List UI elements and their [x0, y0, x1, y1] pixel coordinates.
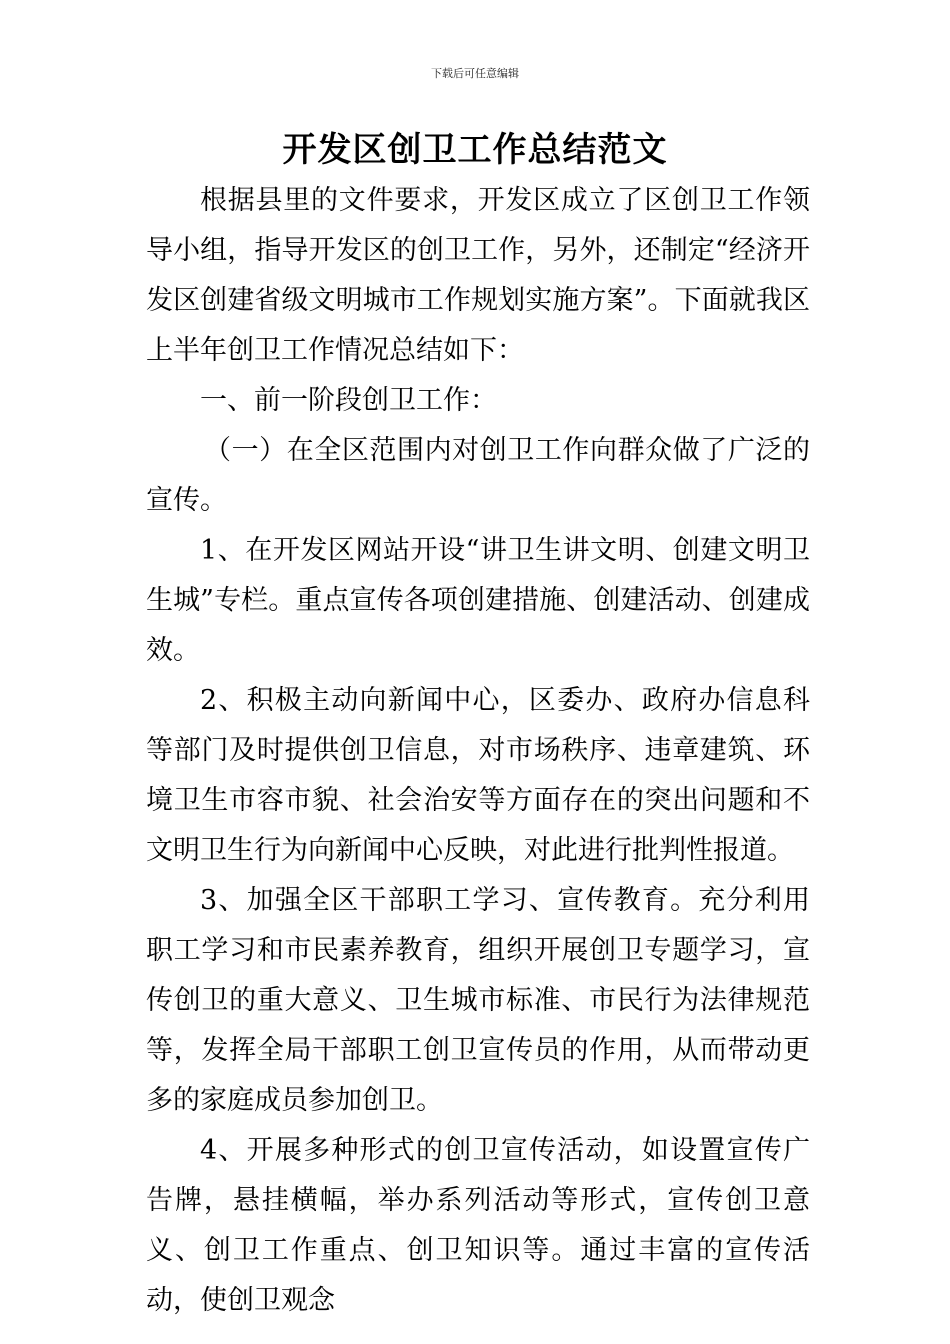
paragraph-subsection-heading: （一）在全区范围内对创卫工作向群众做了广泛的宣传。 [146, 435, 810, 516]
paragraph-section-heading: 一、前一阶段创卫工作： [200, 385, 497, 416]
document-title: 开发区创卫工作总结范文 [282, 130, 668, 170]
header-note: 下载后可任意编辑 [431, 67, 519, 80]
paragraph-item-1: 1、在开发区网站开设“讲卫生讲文明、创建文明卫生城”专栏。重点宣传各项创建措施、创建活动、创建成效。 [146, 535, 810, 666]
paragraph-item-3: 3、加强全区干部职工学习、宣传教育。充分利用职工学习和市民素养教育，组织开展创卫专题学习，宣传创卫的重大意义、卫生城市标准、市民行为法律规范等，发挥全局干部职工创卫宣传员的作用，从而带动更多的家庭成员参加创卫。 [146, 885, 810, 1116]
paragraph-item-2: 2、积极主动向新闻中心，区委办、政府办信息科等部门及时提供创卫信息，对市场秩序、违章建筑、环境卫生市容市貌、社会治安等方面存在的突出问题和不文明卫生行为向新闻中心反映，对此进行批判性报道。 [146, 685, 810, 866]
paragraph-intro: 根据县里的文件要求，开发区成立了区创卫工作领导小组，指导开发区的创卫工作，另外，还制定“经济开发区创建省级文明城市工作规划实施方案”。下面就我区上半年创卫工作情况总结如下： [146, 185, 810, 366]
paragraph-item-4: 4、开展多种形式的创卫宣传活动，如设置宣传广告牌，悬挂横幅，举办系列活动等形式，宣传创卫意义、创卫工作重点、创卫知识等。通过丰富的宣传活动，使创卫观念 [146, 1135, 810, 1316]
document-body [146, 176, 810, 1326]
